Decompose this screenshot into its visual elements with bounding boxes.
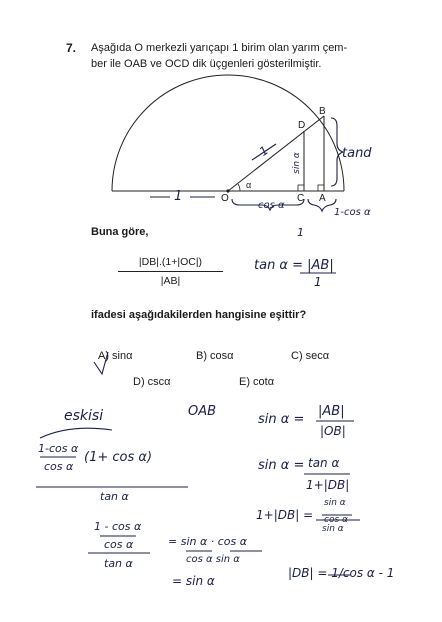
option-e[interactable]: E) cotα — [239, 376, 275, 388]
option-d[interactable]: D) cscα — [133, 376, 171, 388]
label-o: O — [221, 193, 229, 204]
hw-curve-ex1 — [40, 428, 112, 438]
hw-sin-eq1-num: |AB| — [318, 404, 345, 419]
hw-tan-eq-num: tan α = |AB| — [254, 258, 334, 273]
hw-oab: OAB — [188, 404, 217, 419]
hw-ex1-paren: (1+ cos α) — [84, 450, 153, 465]
hw-sin-eq2-den: 1+|DB| — [306, 478, 350, 492]
label-d: D — [298, 120, 306, 131]
hw-ex2-num-b: cos α — [104, 538, 134, 551]
hw-one-below: 1 — [297, 226, 304, 239]
hw-db-eq-num: sin α — [324, 498, 346, 508]
hw-sin-eq1-left: sin α = — [258, 412, 305, 427]
segment-ob — [228, 116, 324, 191]
hw-one-left: 1 — [174, 189, 183, 204]
hw-db-eq-sin: sin α — [322, 524, 344, 534]
question-number: 7. — [66, 41, 77, 55]
hw-sin-eq2-left: sin α = — [258, 458, 305, 473]
right-angle-a — [318, 185, 324, 191]
hw-sin-eq1-den: |OB| — [320, 424, 346, 438]
hw-ex2-result: = sin α — [172, 574, 215, 588]
option-c[interactable]: C) secα — [291, 350, 330, 362]
hw-eskisi: eskisi — [64, 408, 104, 424]
option-b[interactable]: B) cosα — [196, 350, 234, 362]
hw-one-minus-cos: 1-cos α — [334, 207, 371, 218]
hw-ex2-num-a: 1 - cos α — [94, 520, 142, 533]
hw-sin-eq2-num: tan α — [308, 456, 340, 470]
label-c: C — [297, 193, 305, 204]
semicircle-arc — [112, 75, 344, 191]
hw-sin-label: sin α — [291, 152, 302, 174]
hw-tan-eq-den: 1 — [314, 275, 322, 289]
hw-ex2-mid: = sin α · cos α — [168, 535, 247, 548]
right-angle-c — [298, 185, 304, 191]
hw-cos-label: cos α — [258, 200, 285, 211]
option-a[interactable]: A) sinα — [98, 350, 133, 362]
label-alpha: α — [246, 180, 252, 190]
question-text-line-2: ber ile OAB ve OCD dik üçgenleri gösterilmiştir. — [91, 58, 322, 70]
question-text-line-1: Aşağıda O merkezli yarıçapı 1 birim olan yarım çem- — [91, 42, 348, 54]
label-a: A — [319, 193, 326, 204]
hw-ex1-num-a: 1-cos α — [38, 442, 79, 455]
fraction-denominator: |AB| — [160, 275, 181, 287]
hw-db-eq-left: 1+|DB| = — [256, 508, 314, 522]
hw-one-ob: 1 — [256, 143, 272, 159]
hw-ex1-den: tan α — [100, 490, 129, 503]
hw-tand: tand — [342, 146, 372, 161]
hw-db-final: |DB| = 1/cos α - 1 — [288, 566, 395, 580]
hw-ex1-num-b: cos α — [44, 460, 74, 473]
fraction-bar — [118, 271, 223, 272]
hw-ex2-mid-den: cos α sin α — [186, 554, 240, 565]
label-b: B — [319, 106, 326, 117]
angle-alpha-arc — [238, 184, 240, 191]
prompt-text: Buna göre, — [91, 226, 149, 238]
fraction-numerator: |DB|.(1+|OC|) — [138, 256, 203, 268]
ask-text: ifadesi aşağıdakilerden hangisine eşittir? — [91, 309, 307, 321]
hw-ex2-den: tan α — [104, 557, 133, 570]
hw-db-eq-den: cos α — [324, 515, 348, 525]
